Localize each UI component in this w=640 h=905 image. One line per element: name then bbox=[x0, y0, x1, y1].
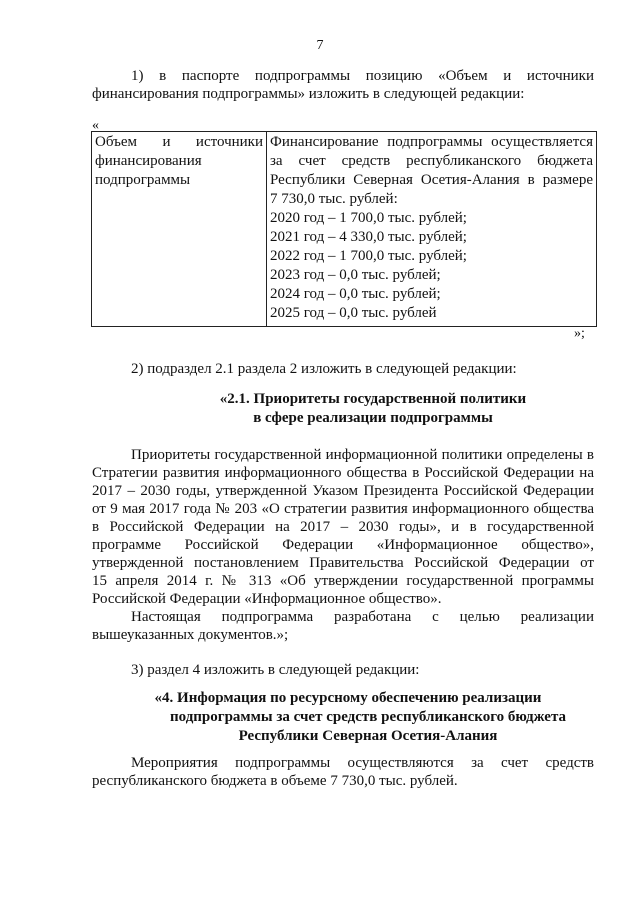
heading-line: Республики Северная Осетия-Алания bbox=[238, 728, 498, 744]
para1-line: в Российской Федерации на 2017 – 2030 годы», и в государственной bbox=[92, 519, 594, 535]
item2-text: 2) подраздел 2.1 раздела 2 изложить в следующей редакции: bbox=[131, 361, 517, 377]
value-line: Республики Северная Осетия-Алания в размере bbox=[270, 172, 593, 188]
value-line: за счет средств республиканского бюджета bbox=[270, 153, 593, 169]
table-cell-label bbox=[92, 132, 267, 327]
label-line: финансирования bbox=[95, 153, 202, 169]
table-row bbox=[92, 132, 597, 327]
label-line: подпрограммы bbox=[95, 172, 191, 188]
value-line: 2024 год – 0,0 тыс. рублей; bbox=[270, 286, 441, 302]
para1-line: утвержденной постановлением Правительства Российской Федерации от bbox=[92, 555, 594, 571]
para1-line: 2017 – 2030 годы, утвержденной Указом Президента Российской Федерации bbox=[92, 483, 594, 499]
para2-line1: Настоящая подпрограмма разработана с целью реализации bbox=[131, 609, 594, 625]
item1-line1: 1) в паспорте подпрограммы позицию «Объем и источники bbox=[131, 68, 594, 84]
item3-text: 3) раздел 4 изложить в следующей редакции: bbox=[131, 662, 420, 678]
heading-line: в сфере реализации подпрограммы bbox=[253, 410, 493, 426]
heading-line: подпрограммы за счет средств республиканского бюджета bbox=[169, 709, 567, 725]
para1-line: Российской Федерации «Информационное общество». bbox=[92, 591, 442, 607]
label-line: Объем и источники bbox=[95, 134, 263, 150]
table-open-quote: « bbox=[92, 118, 99, 133]
value-line: 7 730,0 тыс. рублей: bbox=[270, 191, 398, 207]
value-line: 2023 год – 0,0 тыс. рублей; bbox=[270, 267, 441, 283]
para3-line1: Мероприятия подпрограммы осуществляются за счет средств bbox=[131, 755, 594, 771]
para1-line: Приоритеты государственной информационной политики определены в bbox=[131, 447, 594, 463]
value-line: Финансирование подпрограммы осуществляется bbox=[270, 134, 593, 150]
section-heading-2-1 bbox=[92, 390, 594, 428]
table-cell-value bbox=[267, 132, 597, 327]
item1-line2: финансирования подпрограммы» изложить в следующей редакции: bbox=[92, 86, 525, 102]
para1-line: 15 апреля 2014 г. № 313 «Об утверждении государственной программы bbox=[92, 573, 594, 589]
para3-line2: республиканского бюджета в объеме 7 730,0 тыс. рублей. bbox=[92, 773, 458, 789]
value-line: 2025 год – 0,0 тыс. рублей bbox=[270, 305, 437, 321]
heading-line: «4. Информация по ресурсному обеспечению реализации bbox=[154, 690, 542, 706]
heading-line: «2.1. Приоритеты государственной политики bbox=[219, 391, 527, 407]
passport-table bbox=[91, 131, 597, 327]
section-heading-4 bbox=[92, 689, 594, 746]
value-line: 2020 год – 1 700,0 тыс. рублей; bbox=[270, 210, 467, 226]
page-number: 7 bbox=[316, 38, 324, 53]
para1-line: от 9 мая 2017 года № 203 «О стратегии развития информационного общества bbox=[92, 501, 594, 517]
para1-line: программе Российской Федерации «Информационное общество», bbox=[92, 537, 594, 553]
para1-line: Стратегии развития информационного общества в Российской Федерации на bbox=[92, 465, 594, 481]
value-line: 2022 год – 1 700,0 тыс. рублей; bbox=[270, 248, 467, 264]
para2-line2: вышеуказанных документов.»; bbox=[92, 627, 289, 643]
value-line: 2021 год – 4 330,0 тыс. рублей; bbox=[270, 229, 467, 245]
table-close-quote: »; bbox=[574, 326, 585, 341]
